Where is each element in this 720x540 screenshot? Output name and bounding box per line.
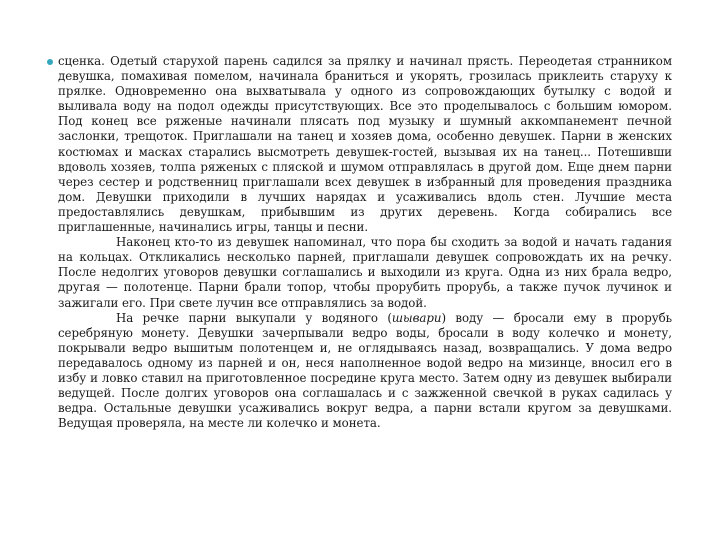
paragraph-1: сценка. Одетый старухой парень садился за прялку и начинал прясть. Переодетая странником девушка, помахивая помелом, начинала браниться и укорять, грозилась приклеить старуху к прялке. Одновременно она выхватывала у одного из сопровождающих бутылку с водой и выливала воду на подол одежды присутствующих. Все это проделывалось с большим юмором. Под конец все ряженые начинали плясать под музыку и шумный аккомпанемент печной заслонки, трещоток. Приглашали на танец и хозяев дома, особенно девушек. Парни в женских костюмах и масках старались высмотреть девушек-гостей, вызывая их на танец... Потешивши вдоволь хозяев, толпа ряженых с пляской и шумом отправлялась в другой дом. Еще днем парни через сестер и родственниц приглашали всех девушек в избранный для проведения праздника дом. Девушки приходили в лучших нарядах и усаживались вдоль стен. Лучшие места предоставлялись девушкам, прибывшим из других деревень. Когда собирались все приглашенные, начинались игры, танцы и песни. <box>58 54 672 235</box>
paragraph-3 <box>58 311 672 432</box>
body-text <box>58 54 672 431</box>
italic-term: шывари <box>391 310 442 325</box>
paragraph-2: Наконец кто-то из девушек напоминал, что пора бы сходить за водой и начать гадания на кольцах. Откликались несколько парней, приглашали девушек сопровождать их на речку. После недолгих уговоров девушки соглашались и выходили из круга. Одна из них брала ведро, другая — полотенце. Парни брали топор, чтобы прорубить прорубь, а также пучок лучинок и зажигали его. При свете лучин все отправлялись за водой. <box>58 235 672 310</box>
paragraph-3-rest: ) воду — бросали ему в прорубь серебряную монету. Девушки зачерпывали ведро воды, бросали в воду колечко и монету, покрывали ведро вышитым полотенцем и, не оглядываясь назад, возвращались. У дома ведро передавалось одному из парней и он, неся наполненное водой ведро на мизинце, вносил его в избу и ловко ставил на приготовленное посредине круга место. Затем одну из девушек выбирали ведущей. После долгих уговоров она соглашалась и с зажженной свечкой в руках садилась у ведра. Остальные девушки усаживались вокруг ведра, а парни встали кругом за девушками. Ведущая проверяла, на месте ли колечко и монета. <box>58 310 673 431</box>
bullet-icon <box>47 59 53 65</box>
paragraph-3-lead: На речке парни выкупали у водяного ( <box>116 310 392 325</box>
